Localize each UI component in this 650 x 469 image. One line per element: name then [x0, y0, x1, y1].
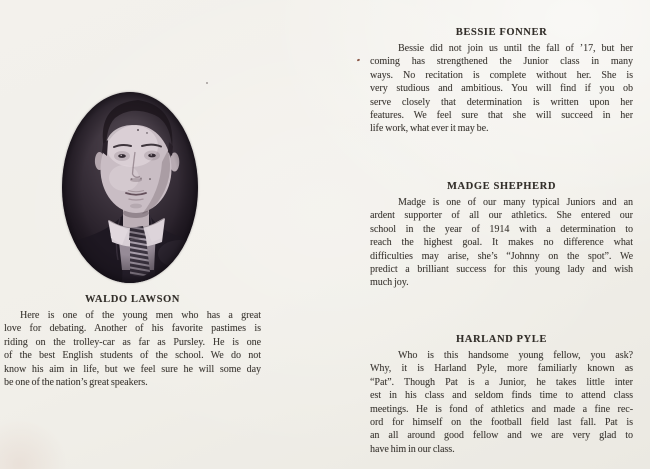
portrait-photo: [62, 92, 198, 283]
text-line: ord for himself on the football field last fall. Pat is: [370, 416, 633, 428]
text-line: difficulties may arise, she’s “Johnny on the spot”. We: [370, 250, 633, 262]
text-line: est in his class and seldom finds time to attend class: [370, 390, 633, 402]
text-line: reach the highest goal. It makes no difference what: [370, 237, 633, 249]
text-line: meetings. He is fond of athletics and made a fine rec-: [370, 403, 633, 415]
profile-madge-shepherd: [370, 180, 633, 290]
text-line: love for debating. Another of his favorite pastimes is: [4, 323, 261, 335]
text-line: be one of the nation’s great speakers.: [4, 376, 148, 388]
profile-bio: [4, 309, 261, 389]
vignette-overlay: [62, 92, 198, 283]
profile-bio: [370, 42, 633, 136]
text-line: Madge is one of our many typical Juniors and an: [398, 197, 633, 208]
profile-name: BESSIE FONNER: [455, 27, 548, 38]
text-line: have him in our class.: [370, 443, 455, 455]
text-line: much joy.: [370, 277, 409, 289]
profile-bio: [370, 349, 633, 456]
text-line: Here is one of the young men who has a great: [20, 310, 261, 321]
text-line: know his aim in life, but we feel sure he will some day: [4, 363, 261, 375]
text-line: Why, it is Harland Pyle, more familiarly known as: [370, 363, 633, 375]
text-line: Bessie did not join us until the fall of ’17, but her: [398, 43, 633, 54]
text-line: coming has strengthened the Junior class in many: [370, 56, 633, 68]
text-line: an all around good fellow and we are very glad to: [370, 430, 633, 442]
text-line: ways. No recitation is complete without her. She is: [370, 69, 633, 81]
text-line: predict a brilliant success for this young lady and wish: [370, 263, 633, 275]
text-line: “Pat”. Though Pat is a Junior, he takes little inter: [370, 376, 633, 388]
profile-name: WALDO LAWSON: [84, 294, 180, 305]
profile-waldo-lawson: [4, 293, 261, 389]
ink-speck: [206, 82, 208, 84]
text-line: very studious and ambitious. You will find if you ob: [370, 83, 633, 95]
text-line: Who is this handsome young fellow, you ask?: [398, 350, 633, 361]
profile-harland-pyle: [370, 333, 633, 456]
text-line: serve closely that determination is written upon her: [370, 96, 633, 108]
portrait-illustration: [62, 92, 198, 283]
profile-bio: [370, 196, 633, 290]
profile-bessie-fonner: [370, 26, 633, 136]
text-line: school in the year of 1914 with a determination to: [370, 223, 633, 235]
profile-name: HARLAND PYLE: [456, 334, 547, 345]
text-line: life work, what ever it may be.: [370, 123, 489, 135]
ink-speck: [357, 58, 361, 61]
profile-name: MADGE SHEPHERD: [446, 181, 557, 192]
text-line: features. We feel sure that she will succeed in her: [370, 109, 633, 121]
text-line: of the best English students of the school. We do not: [4, 350, 261, 362]
text-line: riding on the trolley-car as far as Pursley. He is one: [4, 336, 261, 348]
text-line: ardent supporter of all our athletics. She entered our: [370, 210, 633, 222]
